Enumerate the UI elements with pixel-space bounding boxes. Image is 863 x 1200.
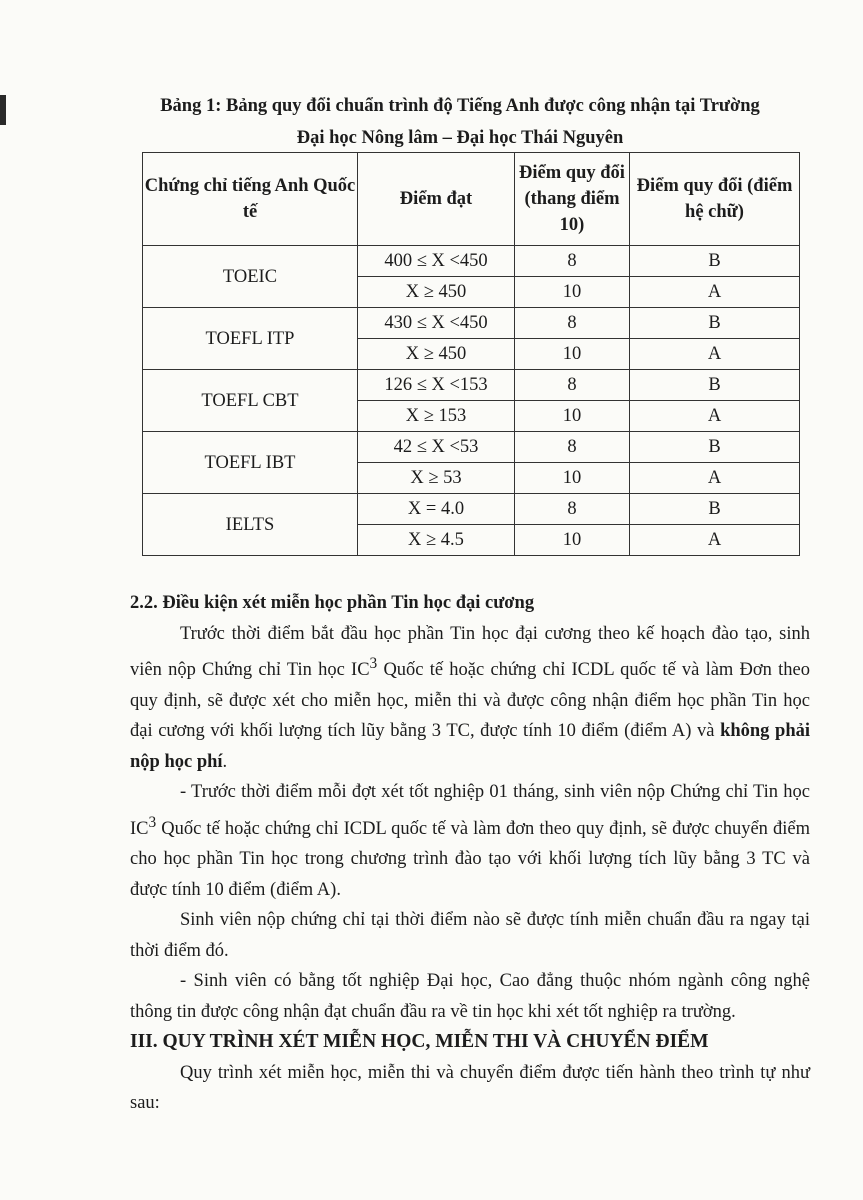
scan-edge-mark bbox=[0, 95, 6, 125]
letter-grade: B bbox=[630, 494, 800, 525]
header-cert: Chứng chỉ tiếng Anh Quốc tế bbox=[143, 153, 358, 246]
paragraph: Sinh viên nộp chứng chỉ tại thời điểm nào sẽ được tính miễn chuẩn đầu ra ngay tại thời điểm đó. bbox=[130, 910, 810, 961]
paragraph: - Sinh viên có bằng tốt nghiệp Đại học, Cao đẳng thuộc nhóm ngành công nghệ thông tin được công nhận đạt chuẩn đầu ra về tin học khi xét tốt nghiệp ra trường. bbox=[130, 971, 810, 1022]
score-10: 8 bbox=[515, 370, 630, 401]
header-letter: Điểm quy đổi (điểm hệ chữ) bbox=[630, 153, 800, 246]
header-scale10: Điểm quy đổi (thang điểm 10) bbox=[515, 153, 630, 246]
cert-name: TOEFL ITP bbox=[143, 308, 358, 370]
text-run: Quốc tế hoặc chứng chỉ ICDL quốc tế và làm Đơn theo quy định, sẽ được xét cho miễn học, miễn thi và được công nhận điểm học phần Tin học đại cương với khối lượng tích lũy bằng 3 TC, được tính 10 điểm (điểm A) và bbox=[130, 660, 810, 742]
table-caption bbox=[100, 90, 820, 154]
table-row bbox=[143, 494, 800, 525]
letter-grade: A bbox=[630, 463, 800, 494]
caption-line-2: Đại học Nông lâm – Đại học Thái Nguyên bbox=[296, 128, 624, 148]
cert-name: TOEFL IBT bbox=[143, 432, 358, 494]
conversion-table bbox=[142, 152, 800, 556]
score-10: 10 bbox=[515, 277, 630, 308]
section-2-2-heading: 2.2. Điều kiện xét miễn học phần Tin học đại cương bbox=[130, 593, 535, 613]
table-row bbox=[143, 370, 800, 401]
score-range: X ≥ 153 bbox=[358, 401, 515, 432]
cert-name: TOEFL CBT bbox=[143, 370, 358, 432]
paragraph bbox=[130, 619, 810, 778]
letter-grade: B bbox=[630, 308, 800, 339]
score-range: 400 ≤ X <450 bbox=[358, 246, 515, 277]
letter-grade: A bbox=[630, 401, 800, 432]
bold-text: không phải nộp học phí bbox=[130, 721, 810, 772]
text-run: Quốc tế hoặc chứng chỉ ICDL quốc tế và làm đơn theo quy định, sẽ được chuyển điểm cho học phần Tin học trong chương trình đào tạo với khối lượng tích lũy bằng 3 TC và được tính 10 điểm (điểm A). bbox=[130, 818, 810, 900]
letter-grade: A bbox=[630, 525, 800, 556]
table-row bbox=[143, 308, 800, 339]
score-range: 126 ≤ X <153 bbox=[358, 370, 515, 401]
score-range: 430 ≤ X <450 bbox=[358, 308, 515, 339]
caption-line-1: Bảng 1: Bảng quy đổi chuẩn trình độ Tiếng Anh được công nhận tại Trường bbox=[160, 96, 760, 116]
score-10: 10 bbox=[515, 401, 630, 432]
cert-name: TOEIC bbox=[143, 246, 358, 308]
score-range: 42 ≤ X <53 bbox=[358, 432, 515, 463]
document-body bbox=[130, 588, 810, 1119]
letter-grade: B bbox=[630, 432, 800, 463]
score-range: X ≥ 53 bbox=[358, 463, 515, 494]
score-10: 8 bbox=[515, 246, 630, 277]
score-range: X ≥ 450 bbox=[358, 277, 515, 308]
header-score: Điểm đạt bbox=[358, 153, 515, 246]
table-row bbox=[143, 432, 800, 463]
score-range: X = 4.0 bbox=[358, 494, 515, 525]
score-10: 10 bbox=[515, 339, 630, 370]
table-header-row bbox=[143, 153, 800, 246]
text-run: - Trước thời điểm mỗi đợt xét tốt nghiệp 01 tháng, sinh viên nộp Chứng chỉ Tin học IC bbox=[130, 782, 810, 839]
table-row bbox=[143, 246, 800, 277]
score-10: 8 bbox=[515, 494, 630, 525]
score-10: 10 bbox=[515, 525, 630, 556]
letter-grade: B bbox=[630, 370, 800, 401]
letter-grade: B bbox=[630, 246, 800, 277]
score-10: 10 bbox=[515, 463, 630, 494]
letter-grade: A bbox=[630, 277, 800, 308]
text-run: Trước thời điểm bắt đầu học phần Tin học đại cương theo kế hoạch đào tạo, sinh viên nộp Chứng chỉ Tin học IC bbox=[130, 623, 810, 681]
score-10: 8 bbox=[515, 308, 630, 339]
paragraph: Quy trình xét miễn học, miễn thi và chuyển điểm được tiến hành theo trình tự như sau: bbox=[130, 1062, 810, 1114]
letter-grade: A bbox=[630, 339, 800, 370]
paragraph bbox=[130, 777, 810, 905]
score-10: 8 bbox=[515, 432, 630, 463]
score-range: X ≥ 450 bbox=[358, 339, 515, 370]
superscript: 3 bbox=[148, 813, 157, 831]
superscript: 3 bbox=[369, 655, 378, 672]
text-run: . bbox=[222, 751, 228, 772]
cert-name: IELTS bbox=[143, 494, 358, 556]
section-3-heading: III. QUY TRÌNH XÉT MIỄN HỌC, MIỄN THI VÀ CHUYỂN ĐIỂM bbox=[130, 1031, 709, 1053]
score-range: X ≥ 4.5 bbox=[358, 525, 515, 556]
